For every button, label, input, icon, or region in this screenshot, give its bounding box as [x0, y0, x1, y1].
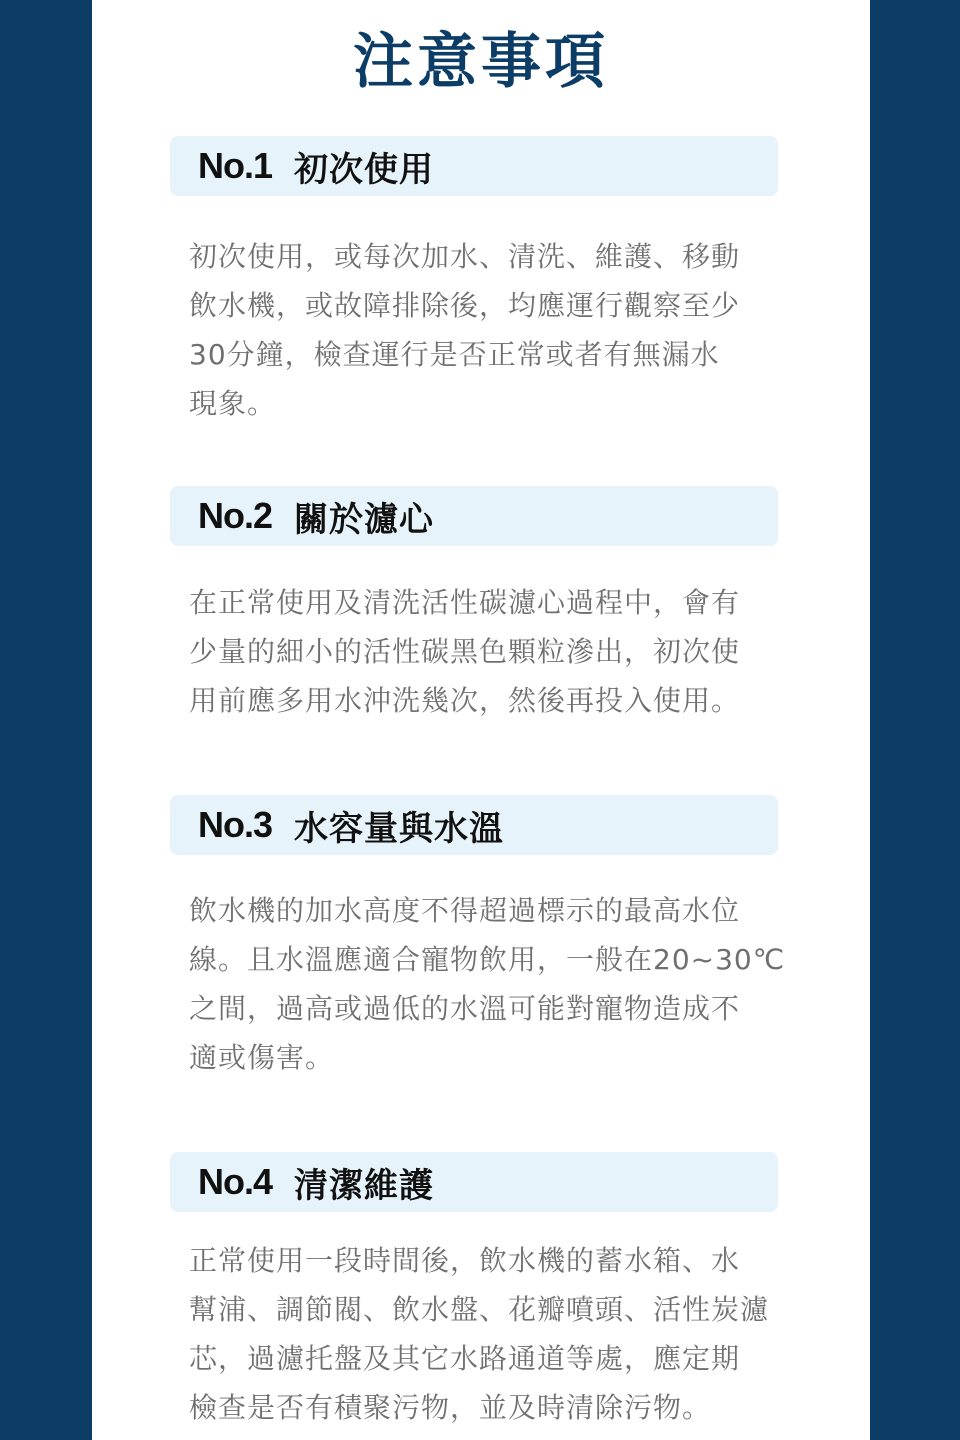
page-title: 注意事項	[353, 27, 609, 97]
body-line: 線。且水溫應適合寵物飲用，一般在20~30℃	[189, 943, 786, 976]
section-header-2	[170, 486, 778, 546]
section-number: No.2	[198, 495, 273, 536]
section-title: 關於濾心	[294, 499, 435, 540]
body-line: 幫浦、調節閥、飲水盤、花瓣噴頭、活性炭濾	[189, 1293, 770, 1326]
body-line: 正常使用一段時間後，飲水機的蓄水箱、水	[189, 1244, 741, 1277]
body-line: 用前應多用水沖洗幾次，然後再投入使用。	[189, 684, 741, 717]
left-border-band	[0, 0, 92, 1440]
body-line: 檢查是否有積聚污物，並及時清除污物。	[189, 1391, 712, 1424]
section-number: No.4	[198, 1161, 273, 1202]
section-body-4	[189, 1236, 797, 1432]
section-header-1	[170, 136, 778, 196]
body-line: 飲水機的加水高度不得超過標示的最高水位	[189, 894, 741, 927]
body-line: 飲水機，或故障排除後，均應運行觀察至少	[189, 289, 741, 322]
right-border-band	[870, 0, 960, 1440]
section-header-4	[170, 1152, 778, 1212]
body-line: 在正常使用及清洗活性碳濾心過程中，會有	[189, 586, 741, 619]
notice-panel	[92, 0, 870, 1440]
body-line: 初次使用，或每次加水、清洗、維護、移動	[189, 240, 741, 273]
section-title: 清潔維護	[294, 1165, 435, 1206]
body-line: 30分鐘，檢查運行是否正常或者有無漏水	[189, 338, 720, 371]
section-body-3	[189, 886, 797, 1082]
body-line: 芯，過濾托盤及其它水路通道等處，應定期	[189, 1342, 741, 1375]
section-number: No.3	[198, 804, 273, 845]
section-title: 初次使用	[294, 149, 435, 190]
section-body-2	[189, 578, 797, 725]
body-line: 之間，過高或過低的水溫可能對寵物造成不	[189, 992, 741, 1025]
section-number: No.1	[198, 145, 273, 186]
body-line: 現象。	[189, 387, 277, 420]
section-title: 水容量與水溫	[294, 808, 505, 849]
section-body-1	[189, 232, 797, 428]
section-header-3	[170, 795, 778, 855]
body-line: 少量的細小的活性碳黑色顆粒滲出，初次使	[189, 635, 741, 668]
body-line: 適或傷害。	[189, 1041, 335, 1074]
